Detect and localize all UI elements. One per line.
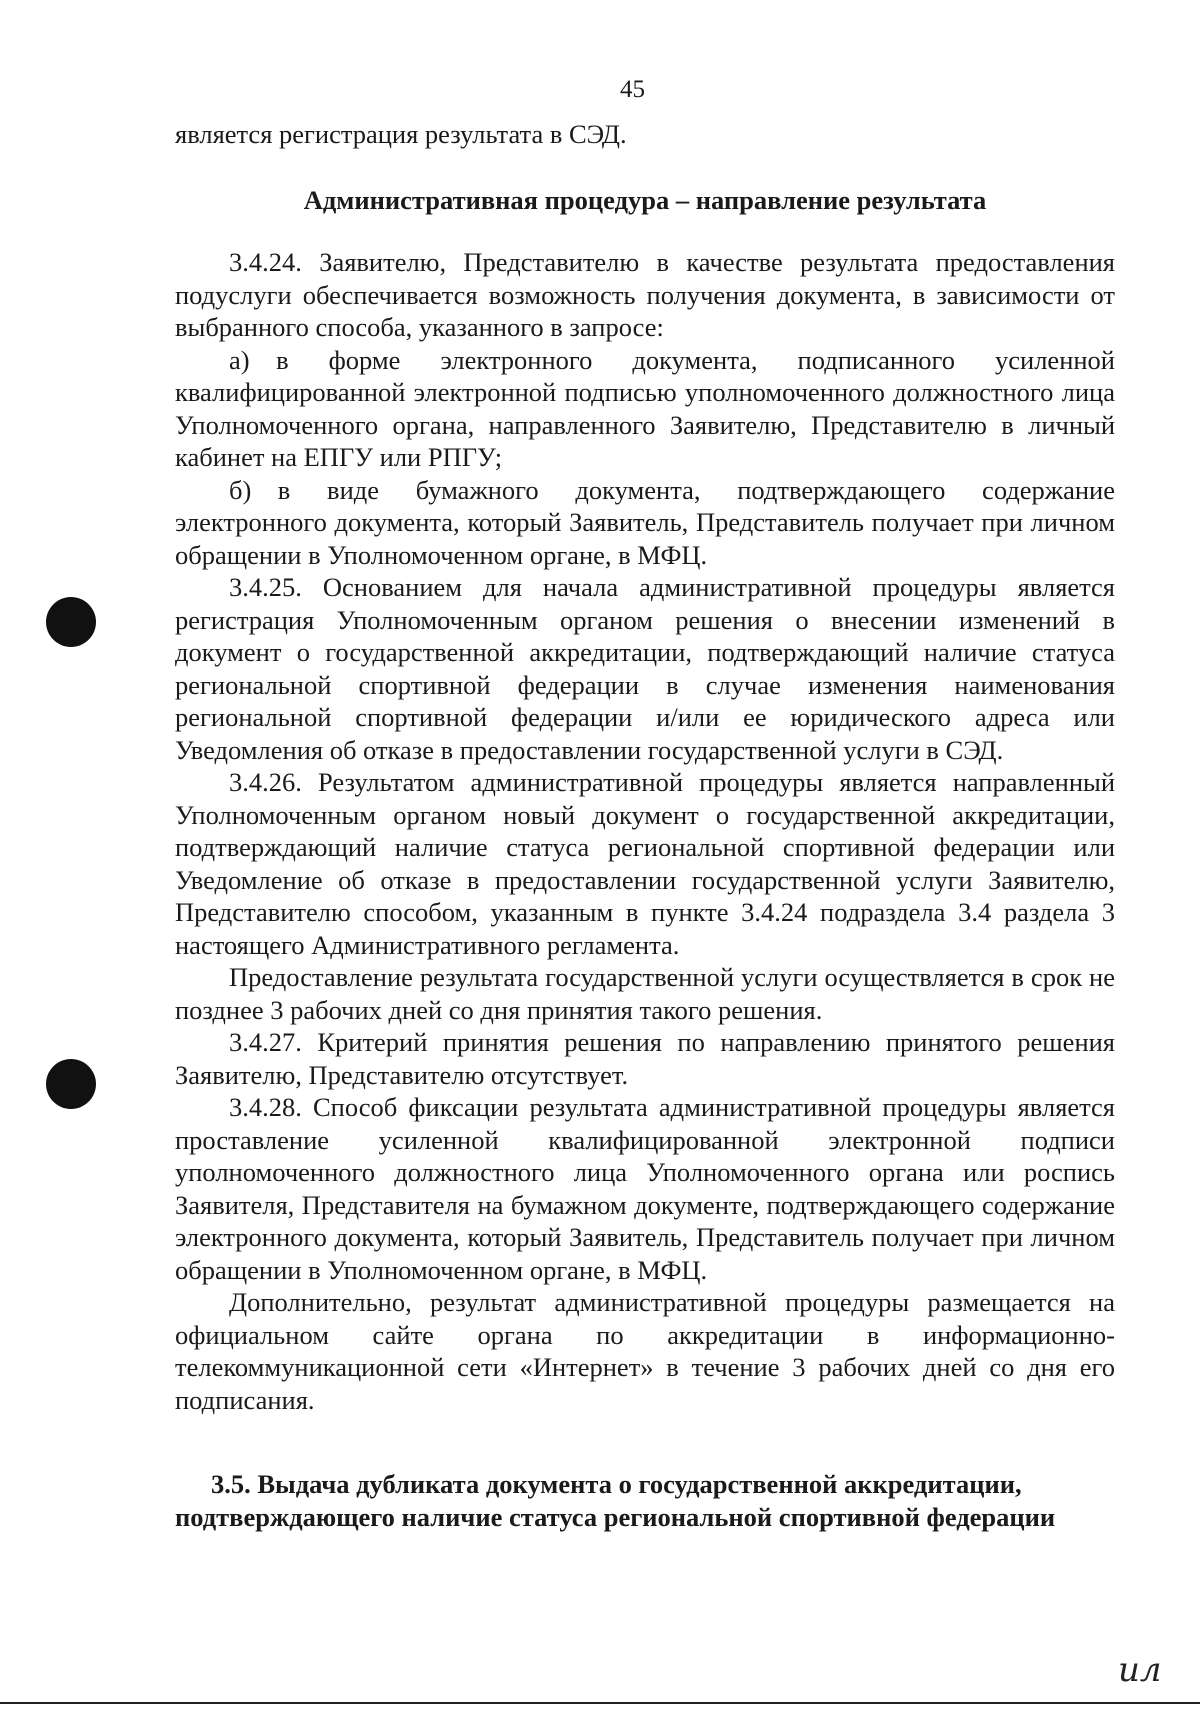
list-item-a: а) в форме электронного документа, подписанного усиленной квалифицированной электронной подписью уполномоченного должностного лица Уполномоченного органа, направленного Заявителю, Представителю в личный кабинет на ЕПГУ или РПГУ;: [175, 344, 1115, 472]
paragraph-3-4-24: 3.4.24. Заявителю, Представителю в качестве результата предоставления подуслуги обеспечивается возможность получения документа, в зависимости от выбранного способа, указанного в запросе:: [175, 247, 1115, 342]
document-body: [175, 246, 1115, 1416]
subsection-heading-line-1: 3.5. Выдача дубликата документа о государственной аккредитации,: [211, 1469, 1022, 1499]
paragraph-3-4-28: 3.4.28. Способ фиксации результата административной процедуры является проставление усиленной квалифицированной электронной подписи уполномоченного должностного лица Уполномоченного органа или роспись Заявителя, Представителя на бумажном документе, подтверждающего содержание электронного документа, который Заявитель, Представитель получает при личном обращении в Уполномоченном органе, в МФЦ.: [175, 1092, 1115, 1285]
paragraph-additional: Дополнительно, результат административной процедуры размещается на официальном сайте органа по аккредитации в информационно-телекоммуникационной сети «Интернет» в течение 3 рабочих дней со дня его подписания.: [175, 1287, 1115, 1415]
subsection-heading: [175, 1468, 1115, 1533]
page-number: 45: [620, 76, 645, 103]
scan-edge-line: [0, 1702, 1200, 1704]
paragraph-3-4-27: 3.4.27. Критерий принятия решения по направлению принятого решения Заявителю, Представителю отсутствует.: [175, 1027, 1115, 1090]
list-item-b: б) в виде бумажного документа, подтверждающего содержание электронного документа, который Заявитель, Представитель получает при личном обращении в Уполномоченном органе, в МФЦ.: [175, 474, 1115, 570]
punch-hole-bottom: [46, 1059, 96, 1109]
intro-paragraph: является регистрация результата в СЭД.: [175, 119, 627, 149]
section-heading: Административная процедура – направление результата: [303, 185, 987, 215]
handwritten-mark: ил: [1118, 1650, 1162, 1690]
paragraph-result-term: Предоставление результата государственной услуги осуществляется в срок не позднее 3 рабочих дней со дня принятия такого решения.: [175, 962, 1115, 1025]
subsection-heading-line-2: подтверждающего наличие статуса региональной спортивной федерации: [175, 1501, 1056, 1532]
paragraph-3-4-26: 3.4.26. Результатом административной процедуры является направленный Уполномоченным органом новый документ о государственной аккредитации, подтверждающий наличие статуса региональной спортивной федерации или Уведомление об отказе в предоставлении государственной услуги Заявителю, Представителю способом, указанным в пункте 3.4.24 подраздела 3.4 раздела 3 настоящего Административного регламента.: [175, 767, 1115, 960]
punch-hole-top: [46, 597, 96, 647]
paragraph-3-4-25: 3.4.25. Основанием для начала административной процедуры является регистрация Уполномоченным органом решения о внесении изменений в документ о государственной аккредитации, подтверждающий наличие статуса региональной спортивной федерации в случае изменения наименования региональной спортивной федерации и/или ее юридического адреса или Уведомления об отказе в предоставлении государственной услуги в СЭД.: [175, 572, 1115, 765]
intro-line: [175, 118, 1115, 151]
